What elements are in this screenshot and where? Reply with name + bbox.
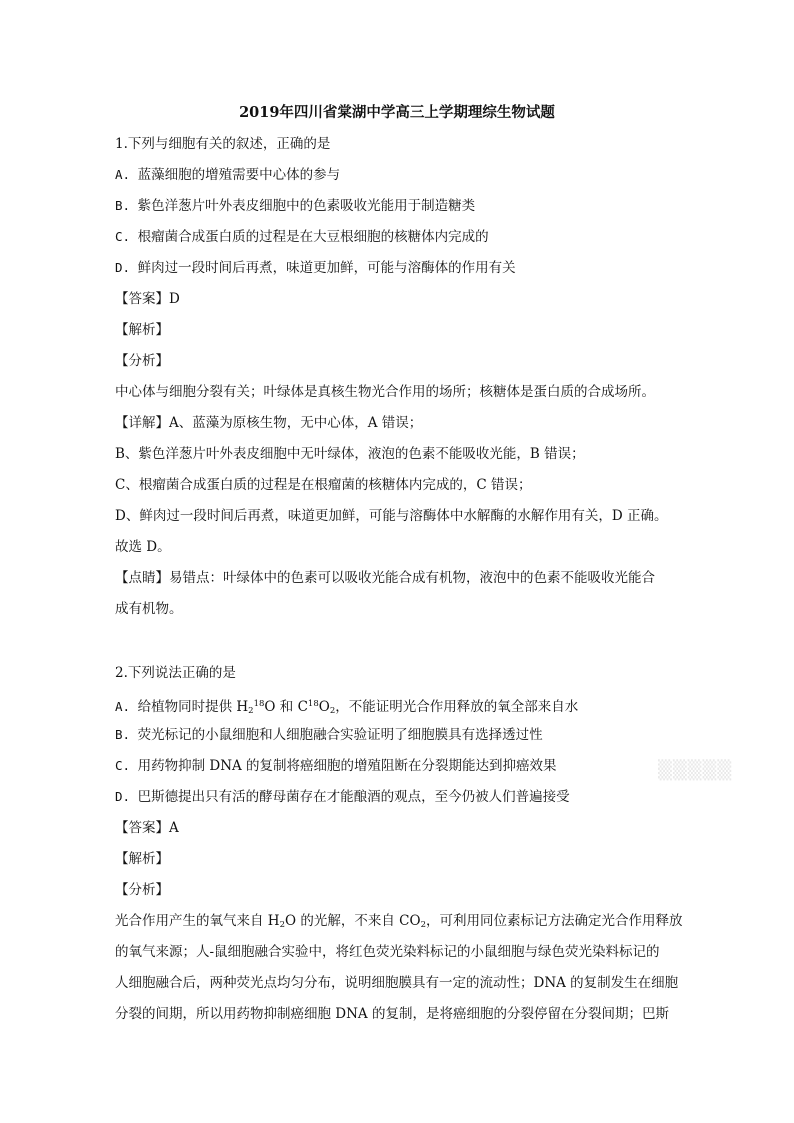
question-1-option-d: D. 鲜肉过一段时间后再煮，味道更加鲜，可能与溶酶体的作用有关 [115, 260, 516, 276]
question-1-point-line-1: 【点睛】易错点：叶绿体中的色素可以吸收光能合成有机物，液泡中的色素不能吸收光能合 [115, 570, 655, 586]
question-1-option-a: A. 蓝藻细胞的增殖需要中心体的参与 [115, 167, 341, 183]
question-1-option-b: B. 紫色洋葱片叶外表皮细胞中的色素吸收光能用于制造糖类 [115, 198, 476, 214]
question-2-stem: 2.下列说法正确的是 [115, 665, 236, 681]
question-2-option-d: D. 巴斯德提出只有活的酵母菌存在才能酿酒的观点，至今仍被人们普遍接受 [115, 789, 570, 805]
question-1-answer: 【答案】D [115, 291, 180, 307]
question-1-detail-c: C、根瘤菌合成蛋白质的过程是在根瘤菌的核糖体内完成的，C 错误； [115, 477, 532, 493]
question-1-detail-a: 【详解】A、蓝藻为原核生物，无中心体，A 错误； [115, 415, 423, 431]
question-1-fenxi-heading: 【分析】 [115, 353, 169, 369]
page-title: 2019年四川省棠湖中学高三上学期理综生物试题 [239, 104, 555, 121]
question-1-stem: 1.下列与细胞有关的叙述，正确的是 [115, 136, 331, 152]
question-2-analysis-line-3: 人细胞融合后，两种荧光点均匀分布，说明细胞膜具有一定的流动性；DNA 的复制发生在细胞 [115, 975, 679, 991]
watermark: ▒▒▒▒▒ [658, 760, 733, 781]
question-1-option-c: C. 根瘤菌合成蛋白质的过程是在大豆根细胞的核糖体内完成的 [115, 229, 489, 245]
question-2-jiexi-heading: 【解析】 [115, 851, 169, 867]
question-2-fenxi-heading: 【分析】 [115, 882, 169, 898]
question-1-analysis: 中心体与细胞分裂有关；叶绿体是真核生物光合作用的场所；核糖体是蛋白质的合成场所。 [115, 384, 655, 400]
question-1-detail-b: B、紫色洋葱片叶外表皮细胞中无叶绿体，液泡的色素不能吸收光能，B 错误； [115, 446, 585, 462]
question-2-option-c: C. 用药物抑制 DNA 的复制将癌细胞的增殖阻断在分裂期能达到抑癌效果 [115, 758, 557, 774]
question-2-analysis-line-4: 分裂的间期，所以用药物抑制癌细胞 DNA 的复制，是将癌细胞的分裂停留在分裂间期；巴斯 [115, 1006, 669, 1022]
question-2-option-a: A. 给植物同时提供 $H_2^{18}O$ 和 $C^{18}O_2$，不能证明光合作用释放的氧全部来自水 [115, 699, 579, 716]
question-2-option-b: B. 荧光标记的小鼠细胞和人细胞融合实验证明了细胞膜具有选择透过性 [115, 727, 543, 743]
question-1-conclusion: 故选 D。 [115, 539, 171, 555]
question-1-jiexi-heading: 【解析】 [115, 322, 169, 338]
question-1-detail-d: D、鲜肉过一段时间后再煮，味道更加鲜，可能与溶酶体中水解酶的水解作用有关，D 正确。 [115, 508, 668, 524]
question-1-point-line-2: 成有机物。 [115, 601, 183, 617]
question-2-answer: 【答案】A [115, 820, 179, 836]
question-2-analysis-line-1: 光合作用产生的氧气来自 $H_2O$ 的光解，不来自 $CO_2$，可利用同位素标记方法确定光合作用释放 [115, 913, 683, 930]
question-2-analysis-line-2: 的氧气来源；人-鼠细胞融合实验中，将红色荧光染料标记的小鼠细胞与绿色荧光染料标记的 [115, 944, 660, 960]
